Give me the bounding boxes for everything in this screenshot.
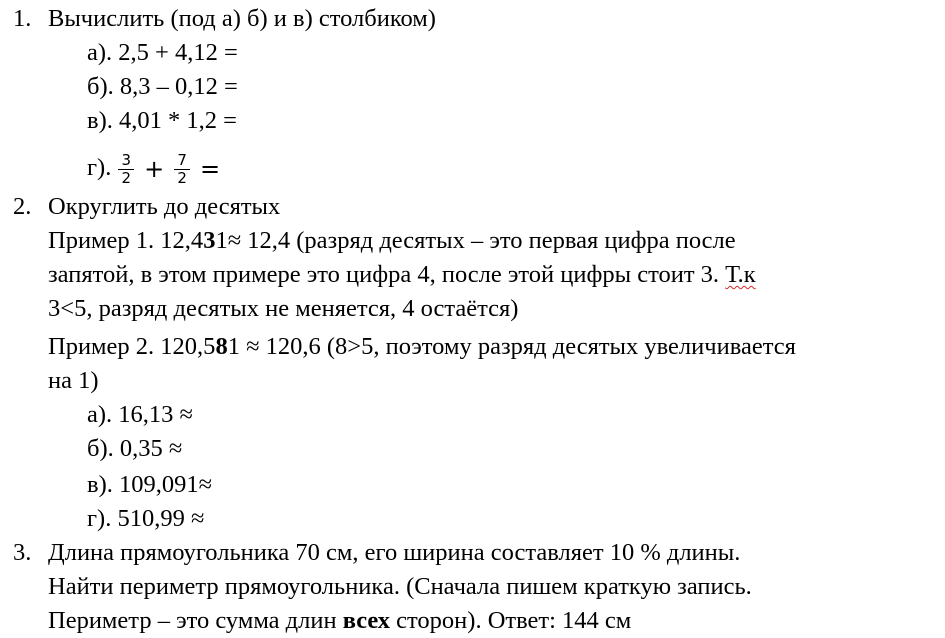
task-3-text: Длина прямоугольника 70 см, его ширина составляет 10 % длины. [48, 539, 741, 566]
task-1-subitem-g [87, 148, 223, 188]
task-1-subitem-b [87, 72, 238, 102]
subitem-label: б). [87, 435, 114, 462]
subitem-expression: 109,091≈ [118, 471, 213, 498]
subitem-label: а). [87, 39, 113, 66]
example-2-line-1 [48, 332, 796, 362]
emphasized-digit: 8 [215, 333, 228, 360]
subitem-expression: 16,13 ≈ [118, 401, 193, 428]
fraction-denominator: 2 [121, 168, 132, 187]
fraction-numerator: 3 [118, 152, 134, 170]
subitem-label: б). [87, 73, 114, 100]
example-text: Пример 1. 12,4 [48, 227, 204, 254]
subitem-label: а). [87, 401, 113, 428]
subitem-label: г). [87, 154, 112, 181]
example-text: Пример 2. 120,5 [48, 333, 216, 360]
task-2-subitem-g [87, 504, 204, 534]
task-2-subitem-b [87, 434, 182, 464]
task-3-number: 3. [13, 539, 32, 566]
task-2-number: 2. [13, 193, 32, 220]
task-1-subitem-v [87, 106, 237, 136]
spellcheck-flagged-word: Т.к [725, 261, 756, 288]
task-2-subitem-v [87, 470, 212, 500]
emphasized-digit: 3 [203, 227, 216, 254]
fraction-3-over-2 [118, 152, 134, 187]
subitem-expression: 2,5 + 4,12 = [118, 39, 238, 66]
task-1-title: Вычислить (под а) б) и в) столбиком) [48, 5, 436, 32]
task-2-subitem-a [87, 400, 193, 430]
task-1-number: 1. [13, 5, 32, 32]
example-2-line-2: на 1) [48, 367, 99, 394]
emphasized-word: всех [342, 607, 391, 634]
task-3-line-3 [48, 606, 631, 636]
subitem-label: в). [87, 107, 113, 134]
example-text: запятой, в этом примере это цифра 4, после этой цифры стоит 3. [48, 261, 726, 288]
example-1-line-1 [48, 226, 736, 256]
subitem-expression: 8,3 – 0,12 = [119, 73, 238, 100]
task-2-title: Округлить до десятых [48, 193, 281, 220]
task-3-text: Периметр – это сумма длин [48, 607, 343, 634]
subitem-label: г). [87, 505, 112, 532]
equals-sign: = [200, 155, 221, 184]
example-text: 1 ≈ 120,6 (8>5, поэтому разряд десятых увеличивается [227, 333, 796, 360]
subitem-expression: 0,35 ≈ [119, 435, 183, 462]
task-1-subitem-a [87, 38, 238, 68]
fraction-denominator: 2 [177, 168, 187, 187]
plus-sign: + [144, 155, 165, 184]
subitem-label: в). [87, 471, 113, 498]
example-text: 1≈ 12,4 (разряд десятых – это первая цифра после [215, 227, 736, 254]
task-3-line-2: Найти периметр прямоугольника. (Сначала пишем краткую запись. [48, 573, 752, 600]
subitem-expression: 4,01 * 1,2 = [118, 107, 237, 134]
fraction-numerator: 7 [174, 152, 190, 170]
example-1-line-3: 3<5, разряд десятых не меняется, 4 остаётся) [48, 295, 519, 322]
fraction-7-over-2 [174, 152, 190, 187]
example-1-line-2 [48, 260, 756, 290]
task-3-text: сторон). Ответ: 144 см [390, 607, 632, 634]
subitem-expression: 510,99 ≈ [117, 505, 205, 532]
